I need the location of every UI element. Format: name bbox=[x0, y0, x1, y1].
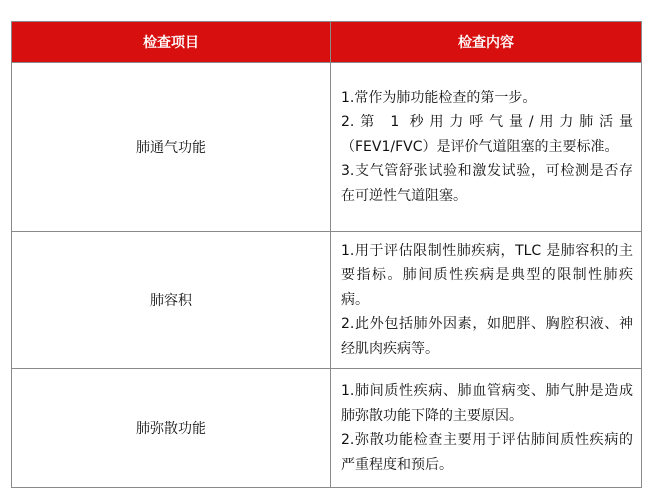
content-line: 2.此外包括肺外因素，如肥胖、胸腔积液、神经肌肉疾病等。 bbox=[341, 316, 633, 357]
content-line: 1.用于评估限制性肺疾病，TLC 是肺容积的主要指标。肺间质性疾病是典型的限制性肺疾病。 bbox=[341, 242, 633, 308]
header-row bbox=[12, 22, 642, 63]
content-line: 1.常作为肺功能检查的第一步。 bbox=[341, 89, 537, 106]
table-row bbox=[12, 232, 642, 369]
row-item-ventilation: 肺通气功能 bbox=[12, 63, 331, 232]
row-item-diffusion: 肺弥散功能 bbox=[12, 369, 331, 488]
row-content-lung-volume bbox=[331, 232, 642, 369]
table-row bbox=[12, 369, 642, 488]
content-line: 2.弥散功能检查主要用于评估肺间质性疾病的严重程度和预后。 bbox=[341, 432, 633, 473]
row-item-lung-volume: 肺容积 bbox=[12, 232, 331, 369]
document-page bbox=[11, 21, 641, 473]
table-header bbox=[12, 22, 642, 63]
content-line: 2.第 1 秒用力呼气量/用力肺活量（FEV1/FVC）是评价气道阻塞的主要标准。 bbox=[341, 114, 633, 155]
table-body bbox=[12, 63, 642, 488]
content-line: 1.肺间质性疾病、肺血管病变、肺气肿是造成肺弥散功能下降的主要原因。 bbox=[341, 383, 633, 424]
row-content-ventilation bbox=[331, 63, 642, 232]
table-row bbox=[12, 63, 642, 232]
header-content: 检查内容 bbox=[331, 22, 642, 63]
content-line: 3.支气管舒张试验和激发试验，可检测是否存在可逆性气道阻塞。 bbox=[341, 163, 633, 204]
row-content-diffusion bbox=[331, 369, 642, 488]
pulmonary-function-table bbox=[11, 21, 642, 488]
header-item: 检查项目 bbox=[12, 22, 331, 63]
